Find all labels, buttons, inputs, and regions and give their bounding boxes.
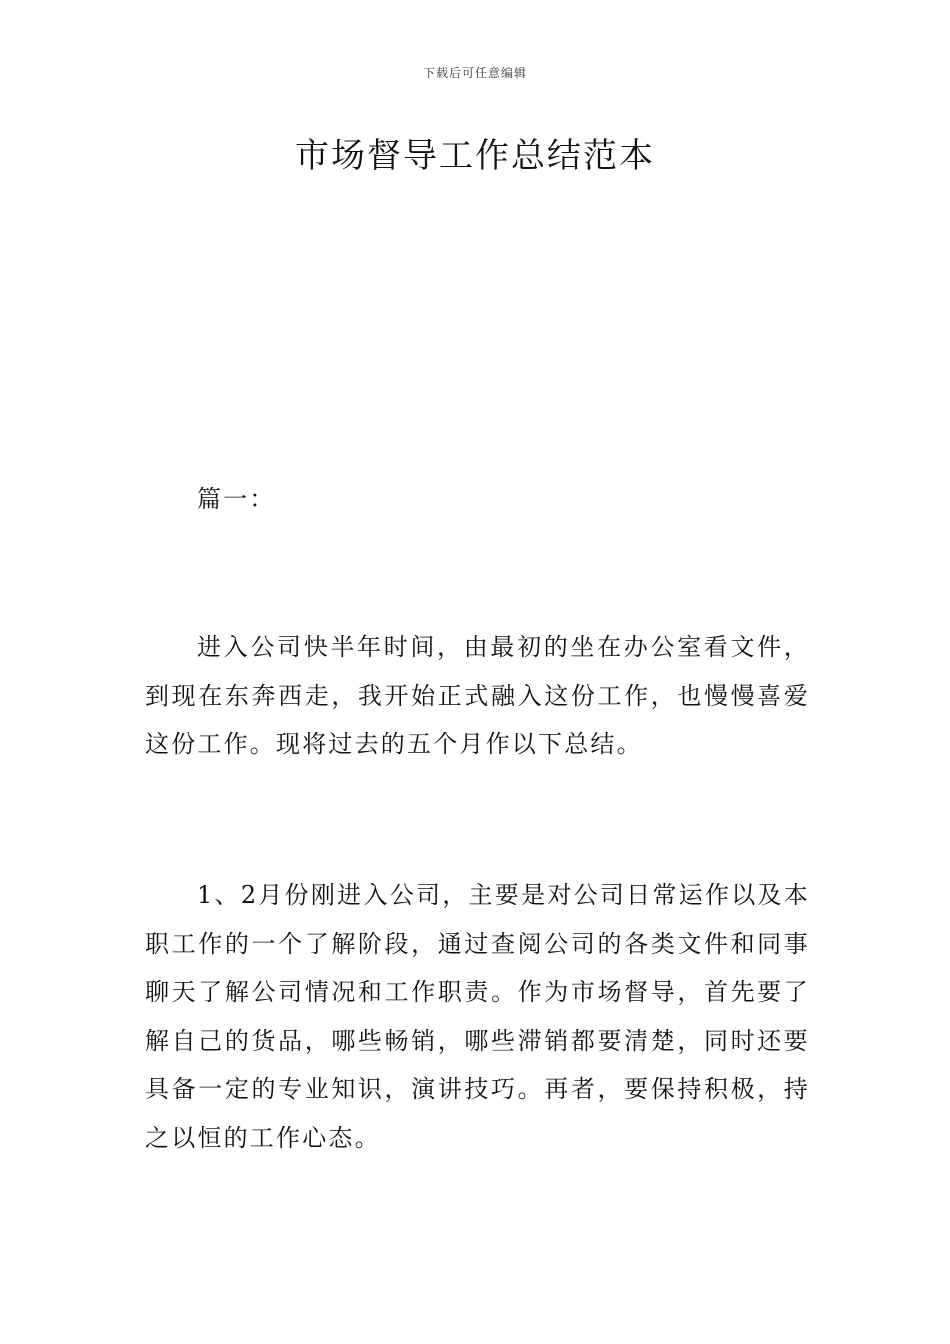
paragraph-intro: 进入公司快半年时间，由最初的坐在办公室看文件，到现在东奔西走，我开始正式融入这份工作，也慢慢喜爱这份工作。现将过去的五个月作以下总结。 (145, 633, 810, 758)
document-title: 市场督导工作总结范本 (295, 136, 655, 176)
download-edit-note: 下载后可任意编辑 (422, 66, 527, 80)
paragraph-point-1: 1、2月份刚进入公司，主要是对公司日常运作以及本职工作的一个了解阶段，通过查阅公司的各类文件和同事聊天了解公司情况和工作职责。作为市场督导，首先要了解自己的货品，哪些畅销，哪些滞销都要清楚，同时还要具备一定的专业知识，演讲技巧。再者，要保持积极，持之以恒的工作心态。 (145, 881, 810, 1152)
section-heading: 篇一： (197, 485, 276, 513)
